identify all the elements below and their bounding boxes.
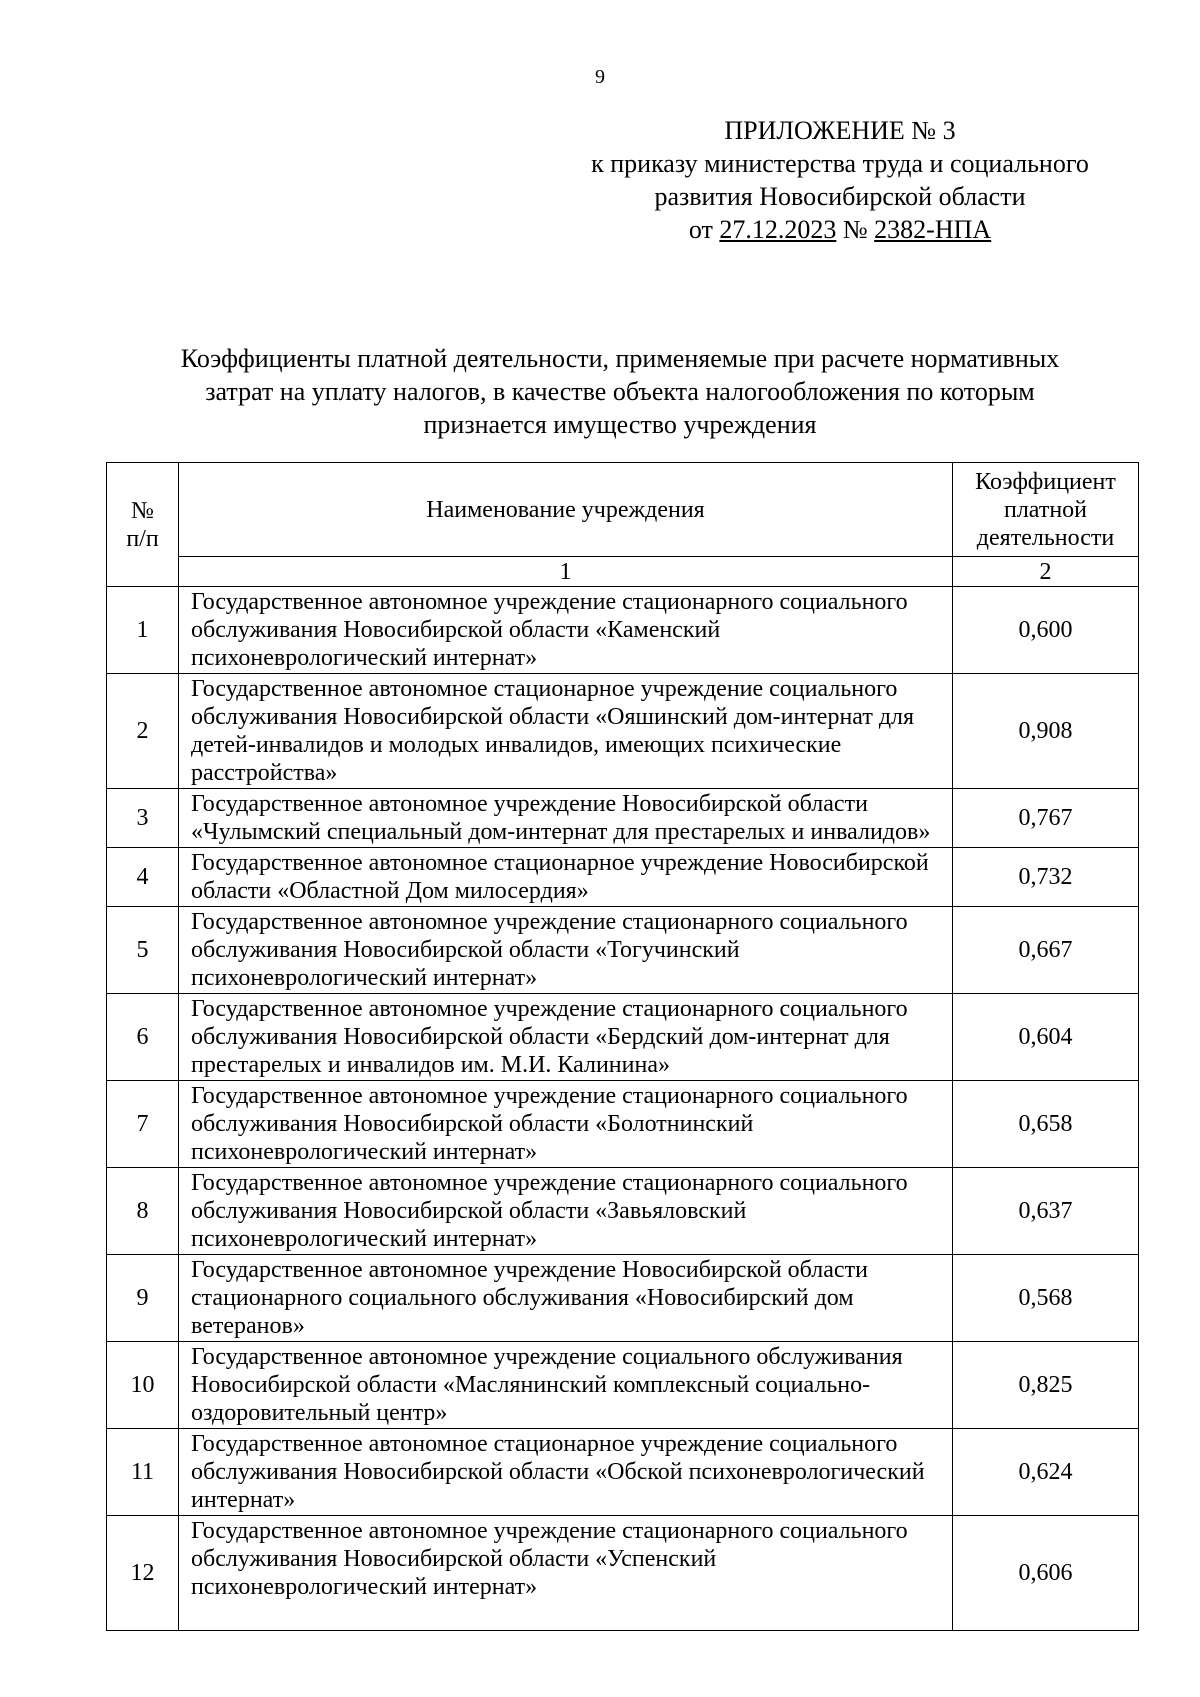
coefficient-value: 0,908 (953, 674, 1139, 789)
institution-name: Государственное автономное учреждение стационарного социального обслуживания Новосибирской области «Тогучинский психоневрологический интернат» (179, 907, 953, 994)
number-prefix: № (836, 215, 875, 244)
table-row (107, 789, 1139, 848)
row-number: 6 (107, 994, 179, 1081)
row-number: 10 (107, 1342, 179, 1429)
coefficient-value: 0,732 (953, 848, 1139, 907)
appendix-date-line (560, 213, 1120, 246)
header-coefficient: Коэффициент платной деятельности (953, 463, 1139, 557)
table-row (107, 1429, 1139, 1516)
institution-name: Государственное автономное учреждение стационарного социального обслуживания Новосибирской области «Завьяловский психоневрологический интернат» (179, 1168, 953, 1255)
appendix-title: ПРИЛОЖЕНИЕ № 3 (724, 116, 956, 145)
row-number: 11 (107, 1429, 179, 1516)
institution-name: Государственное автономное учреждение стационарного социального обслуживания Новосибирской области «Бердский дом-интернат для престарелых и инвалидов им. М.И. Калинина» (179, 994, 953, 1081)
coefficients-table (106, 462, 1139, 1631)
coefficient-value: 0,667 (953, 907, 1139, 994)
table-row (107, 848, 1139, 907)
table-row (107, 674, 1139, 789)
order-number: 2382-НПА (874, 215, 992, 244)
table-row (107, 1081, 1139, 1168)
institution-name: Государственное автономное учреждение Новосибирской области стационарного социального обслуживания «Новосибирский дом ветеранов» (179, 1255, 953, 1342)
table-row (107, 994, 1139, 1081)
row-number: 1 (107, 587, 179, 674)
row-number: 4 (107, 848, 179, 907)
row-number: 9 (107, 1255, 179, 1342)
appendix-order-line: к приказу министерства труда и социального (591, 149, 1089, 178)
table-row (107, 587, 1139, 674)
appendix-header (560, 114, 1120, 246)
institution-name: Государственное автономное учреждение стационарного социального обслуживания Новосибирской области «Болотнинский психоневрологический интернат» (179, 1081, 953, 1168)
document-title (100, 342, 1140, 441)
row-number: 3 (107, 789, 179, 848)
coefficient-value: 0,658 (953, 1081, 1139, 1168)
coefficient-value: 0,604 (953, 994, 1139, 1081)
table-row (107, 1255, 1139, 1342)
institution-name: Государственное автономное учреждение социального обслуживания Новосибирской области «Маслянинский комплексный социально-оздоровительный центр» (179, 1342, 953, 1429)
coefficient-value: 0,767 (953, 789, 1139, 848)
column-index-row (107, 557, 1139, 587)
table-header-row (107, 463, 1139, 557)
column-index-1: 1 (179, 557, 953, 587)
header-institution-name: Наименование учреждения (179, 463, 953, 557)
institution-name: Государственное автономное учреждение стационарного социального обслуживания Новосибирской области «Каменский психоневрологический интернат» (179, 587, 953, 674)
date-prefix: от (688, 215, 720, 244)
row-number: 5 (107, 907, 179, 994)
coefficient-value: 0,568 (953, 1255, 1139, 1342)
institution-name: Государственное автономное стационарное учреждение Новосибирской области «Областной Дом милосердия» (179, 848, 953, 907)
table-row (107, 1168, 1139, 1255)
column-index-2: 2 (953, 557, 1139, 587)
coefficient-value: 0,600 (953, 587, 1139, 674)
institution-name: Государственное автономное учреждение Новосибирской области «Чулымский специальный дом-интернат для престарелых и инвалидов» (179, 789, 953, 848)
institution-name: Государственное автономное учреждение стационарного социального обслуживания Новосибирской области «Успенский психоневрологический интернат» (179, 1516, 953, 1631)
row-number: 12 (107, 1516, 179, 1631)
row-number: 7 (107, 1081, 179, 1168)
page-number: 9 (595, 66, 605, 88)
title-line-2: затрат на уплату налогов, в качестве объекта налогообложения по которым (205, 377, 1035, 406)
row-number: 8 (107, 1168, 179, 1255)
row-number: 2 (107, 674, 179, 789)
table-row (107, 1516, 1139, 1631)
order-date: 27.12.2023 (719, 215, 837, 244)
institution-name: Государственное автономное стационарное учреждение социального обслуживания Новосибирской области «Ояшинский дом-интернат для детей-инвалидов и молодых инвалидов, имеющих психические расстройства» (179, 674, 953, 789)
coefficient-value: 0,624 (953, 1429, 1139, 1516)
institution-name: Государственное автономное стационарное учреждение социального обслуживания Новосибирской области «Обской психоневрологический интернат» (179, 1429, 953, 1516)
title-line-3: признается имущество учреждения (423, 410, 817, 439)
table-row (107, 1342, 1139, 1429)
title-line-1: Коэффициенты платной деятельности, применяемые при расчете нормативных (180, 344, 1060, 373)
table-row (107, 907, 1139, 994)
coefficient-value: 0,606 (953, 1516, 1139, 1631)
appendix-ministry-line: развития Новосибирской области (654, 182, 1026, 211)
coefficient-value: 0,825 (953, 1342, 1139, 1429)
coefficient-value: 0,637 (953, 1168, 1139, 1255)
header-number: № п/п (107, 463, 179, 587)
